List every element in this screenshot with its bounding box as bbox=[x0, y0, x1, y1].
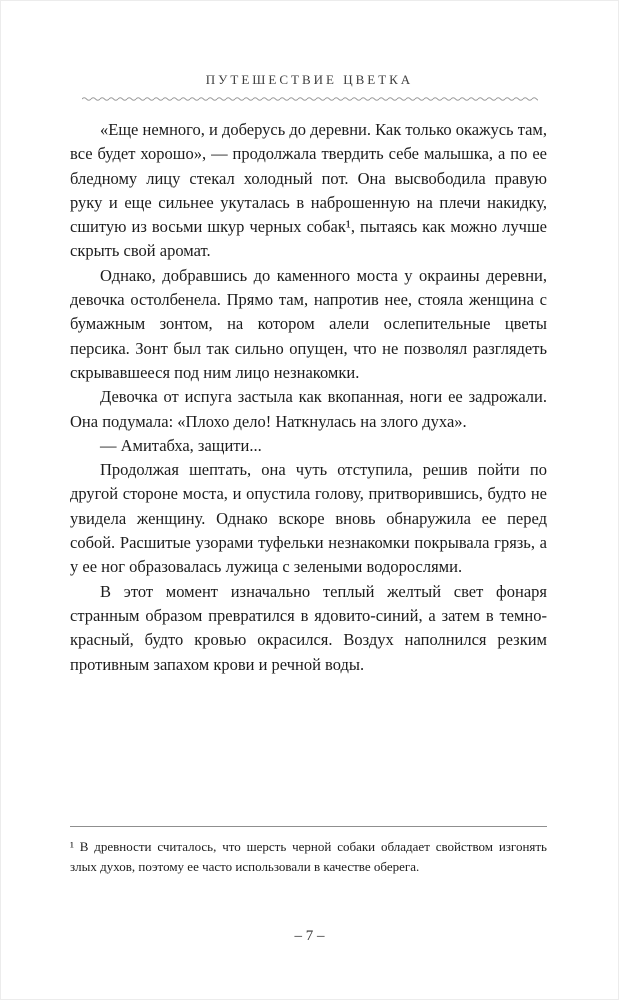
decorative-wavy-divider bbox=[0, 95, 619, 103]
wave-line-icon bbox=[82, 95, 538, 103]
footnote-divider bbox=[70, 826, 547, 827]
paragraph: В этот момент изначально теплый желтый свет фонаря странным образом превратился в ядовито-синий, а затем в темно-красный, будто кровью окрасился. Воздух наполнился резким противным запахом крови и речной воды. bbox=[70, 581, 547, 674]
page-number: – 7 – bbox=[294, 928, 325, 944]
footnote: ¹ В древности считалось, что шерсть черной собаки обладает свойством изгонять злых духов, поэтому ее часто использовали в качестве оберега. bbox=[70, 839, 547, 874]
paragraph-dialogue: — Амитабха, защити... bbox=[100, 435, 262, 455]
paragraph: «Еще немного, и доберусь до деревни. Как только окажусь там, все будет хорошо», — продолжала твердить себе малышка, а по ее бледному лицу стекал холодный пот. Она высвободила правую руку и еще сильнее укуталась в наброшенную на плечи накидку, сшитую из восьми шкур черных собак¹, пытаясь как можно лучше скрыть свой аромат. bbox=[70, 120, 547, 261]
page-header bbox=[0, 0, 619, 103]
footnote-section bbox=[70, 826, 547, 876]
paragraph: Продолжая шептать, она чуть отступила, решив пойти по другой стороне моста, и опустила голову, притворившись, будто не увидела женщину. Однако вскоре вновь обнаружила ее перед собой. Расшитые узорами туфельки незнакомки покрывала грязь, а у ее ног образовалась лужица с зелеными водорослями. bbox=[70, 460, 547, 577]
page-body bbox=[0, 103, 619, 677]
running-header: ПУТЕШЕСТВИЕ ЦВЕТКА bbox=[205, 72, 414, 87]
paragraph: Однако, добравшись до каменного моста у окраины деревни, девочка остолбенела. Прямо там, напротив нее, стояла женщина с бумажным зонтом, на котором алели ослепительные цветы персика. Зонт был так сильно опущен, что не позволял разглядеть скрывавшееся под ним лицо незнакомки. bbox=[70, 265, 547, 382]
paragraph: Девочка от испуга застыла как вкопанная, ноги ее задрожали. Она подумала: «Плохо дело! Наткнулась на злого духа». bbox=[70, 387, 547, 431]
